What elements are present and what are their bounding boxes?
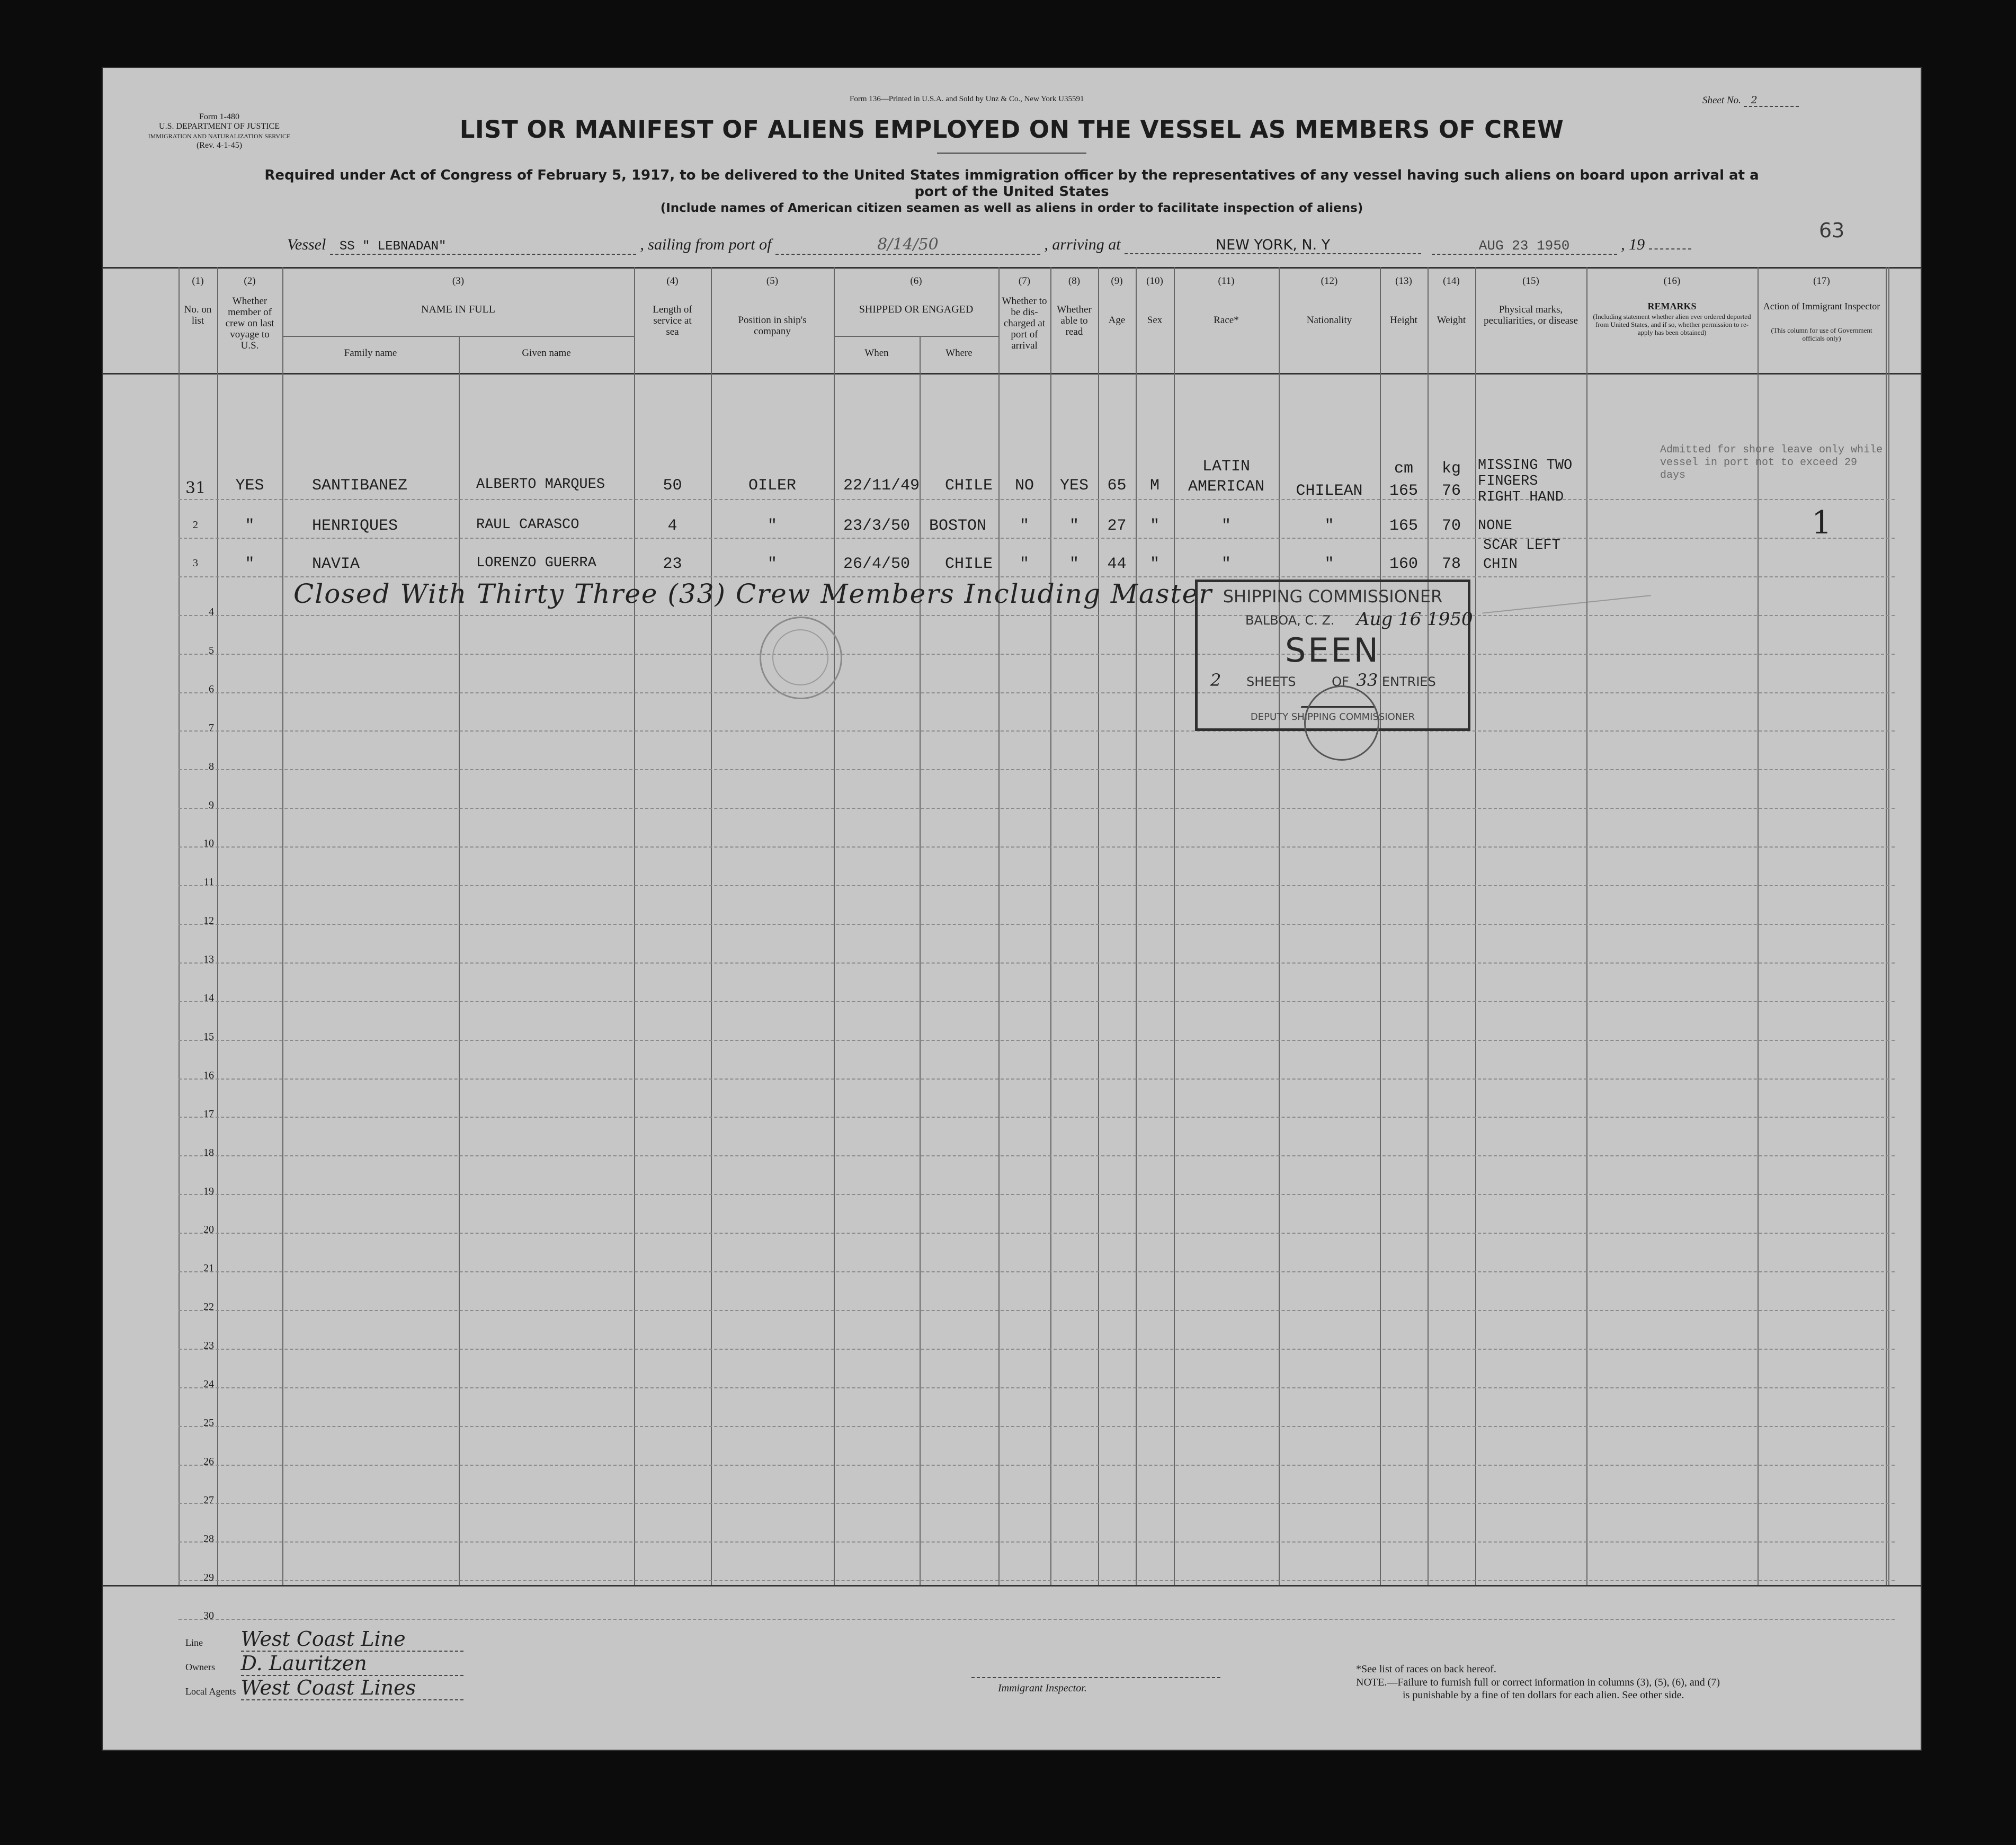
cell-nationality: " <box>1324 517 1334 535</box>
cell-position: OILER <box>748 477 796 495</box>
column-header-age: Age <box>1108 315 1126 326</box>
column-header-read: Whether able to read <box>1057 304 1092 337</box>
row-line <box>179 1503 1895 1504</box>
cell-weight: 78 <box>1441 555 1461 573</box>
penalty-note <box>1356 1676 1720 1701</box>
inspector-note: (This column for use of Government officials only) <box>1771 326 1872 342</box>
subtitle-line: Required under Act of Congress of February 5, 1917, to be delivered to the United States immigration officer by the representatives of any vessel having such aliens on board upon arrival at a <box>264 167 1759 183</box>
column-header-height: Height <box>1390 315 1417 326</box>
cell-position: " <box>767 517 777 535</box>
row-number: 7 <box>209 721 214 734</box>
row-line <box>179 769 1895 770</box>
row-line <box>179 1079 1895 1080</box>
column-number: (12) <box>1321 275 1338 287</box>
revision-date: (Rev. 4-1-45) <box>196 141 243 150</box>
remarks-admission-stamp: Admitted for shore leave only while vessel in port not to exceed 29 days <box>1660 444 1883 482</box>
cell-service: 23 <box>663 555 682 573</box>
row-line <box>179 1271 1895 1272</box>
cell-given-name: ALBERTO MARQUES <box>476 477 605 493</box>
cell-nationality: " <box>1324 555 1334 573</box>
row-number: 31 <box>185 479 206 497</box>
stamp-footer: DEPUTY SHIPPING COMMISSIONER <box>1250 711 1415 723</box>
row-line <box>179 885 1895 886</box>
row-number: 20 <box>203 1224 214 1236</box>
year-label: , 19 <box>1621 236 1645 253</box>
cell-read: " <box>1069 555 1079 573</box>
cell-family-name: HENRIQUES <box>312 517 398 535</box>
column-header-position: Position in ship's company <box>738 315 807 337</box>
line-value: West Coast Line <box>241 1627 463 1652</box>
cell-age: 65 <box>1107 477 1127 495</box>
column-header-last-voyage: Whether member of crew on last voyage to U.S. <box>225 296 274 351</box>
cell-when: 23/3/50 <box>843 517 911 535</box>
stamp-title: SHIPPING COMMISSIONER <box>1223 586 1443 607</box>
row-line <box>179 654 1895 655</box>
cell-physical-marks: NONE <box>1478 518 1512 534</box>
column-header-race: Race* <box>1214 315 1239 326</box>
subtitle-line: port of the United States <box>914 184 1109 200</box>
row-line <box>179 1426 1895 1427</box>
column-header-sex: Sex <box>1147 315 1163 326</box>
races-note: *See list of races on back hereof. <box>1356 1663 1496 1675</box>
column-header-service: Length of service at sea <box>653 304 692 337</box>
row-number: 29 <box>203 1571 214 1583</box>
column-header-inspector-action: Action of Immigrant Inspector <box>1763 301 1880 311</box>
row-number: 19 <box>203 1185 214 1197</box>
row-number: 5 <box>209 644 214 656</box>
port-seal-stamp-inner <box>772 629 828 685</box>
shipped-subheader-line <box>834 336 998 337</box>
service-name: IMMIGRATION AND NATURALIZATION SERVICE <box>148 132 291 140</box>
column-header-remarks: REMARKS <box>1647 301 1697 311</box>
cell-last-voyage: " <box>245 517 255 535</box>
crew-manifest-table <box>103 267 1921 1622</box>
stamp-count-line <box>1210 670 1436 690</box>
row-number: 25 <box>203 1416 214 1429</box>
row-number: 18 <box>203 1146 214 1158</box>
row-number: 13 <box>203 953 214 966</box>
row-number: 15 <box>203 1030 214 1042</box>
column-number: (14) <box>1443 275 1460 287</box>
column-number: (16) <box>1663 275 1681 287</box>
row-line <box>179 499 1895 500</box>
stamp-place: BALBOA, C. Z. <box>1245 613 1335 628</box>
cell-height: 160 <box>1389 555 1418 573</box>
cell-where: CHILE <box>945 477 993 495</box>
owners-label: Owners <box>185 1662 215 1672</box>
stamp-entries-label: ENTRIES <box>1381 674 1436 689</box>
cell-height: 165 <box>1389 482 1418 500</box>
sailing-label: , sailing from port of <box>640 236 772 253</box>
page-title: LIST OR MANIFEST OF ALIENS EMPLOYED ON THE VESSEL AS MEMBERS OF CREW <box>459 115 1564 144</box>
row-number: 24 <box>203 1378 214 1390</box>
agents-value: West Coast Lines <box>241 1676 463 1700</box>
cell-height: 165 <box>1389 517 1418 535</box>
vessel-name: SS " LEBNADAN" <box>330 239 636 255</box>
cell-nationality: CHILEAN <box>1296 482 1363 500</box>
penalty-note-line: NOTE.—Failure to furnish full or correct information in columns (3), (5), (6), and (7) <box>1356 1677 1720 1688</box>
inspector-signature-line <box>971 1677 1220 1678</box>
year-blank <box>1649 248 1691 249</box>
cell-where: BOSTON <box>929 517 987 535</box>
row-number: 12 <box>203 915 214 927</box>
column-header-no: No. on list <box>184 304 212 326</box>
vessel-line <box>287 235 1823 255</box>
table-header-separator <box>103 373 1921 375</box>
column-number: (8) <box>1068 275 1081 287</box>
cell-discharged: NO <box>1014 477 1034 495</box>
sheet-number <box>1702 94 1799 107</box>
column-number: (15) <box>1522 275 1539 287</box>
vessel-label: Vessel <box>287 236 326 253</box>
column-header-weight: Weight <box>1437 315 1466 326</box>
row-line <box>179 1001 1895 1002</box>
row-number: 23 <box>203 1340 214 1352</box>
row-line <box>179 1233 1895 1234</box>
cell-last-voyage: YES <box>235 477 264 495</box>
cell-given-name: LORENZO GUERRA <box>476 555 596 571</box>
footer-agents-field <box>185 1676 463 1700</box>
column-header-physical-marks: Physical marks, peculiarities, or disease <box>1484 304 1578 326</box>
cell-age: 27 <box>1107 517 1127 535</box>
column-header-discharged: Whether to be dis-charged at port of arrival <box>1002 296 1047 351</box>
column-header-when: When <box>864 347 889 359</box>
cell-age: 44 <box>1107 555 1127 573</box>
name-subheader-line <box>282 336 634 337</box>
cell-discharged: " <box>1019 517 1029 535</box>
inspector-signature-label: Immigrant Inspector. <box>998 1682 1087 1694</box>
arriving-label: , arriving at <box>1044 236 1121 253</box>
remarks-note: (Including statement whether alien ever ordered deported from United States, and if so, whether permission to re-apply has been obtained) <box>1593 313 1751 336</box>
agents-label: Local Agents <box>185 1686 236 1697</box>
arriving-port: NEW YORK, N. Y <box>1125 237 1421 254</box>
arrival-date: AUG 23 1950 <box>1432 238 1617 255</box>
row-number: 6 <box>209 683 214 695</box>
row-number: 3 <box>193 557 198 569</box>
row-line <box>179 692 1895 693</box>
row-number: 4 <box>209 606 214 618</box>
cell-weight: 76 <box>1441 482 1461 500</box>
cell-when: 22/11/49 <box>843 477 920 495</box>
row-line <box>179 1541 1895 1543</box>
row-number: 26 <box>203 1455 214 1467</box>
cell-race: " <box>1221 555 1231 573</box>
column-number: (3) <box>452 275 465 287</box>
row-number: 11 <box>203 876 214 888</box>
printer-line: Form 136—Printed in U.S.A. and Sold by Unz & Co., New York U35591 <box>850 95 1084 103</box>
cell-physical-marks: MISSING TWO FINGERS RIGHT HAND <box>1478 458 1573 505</box>
column-divider <box>459 336 460 1585</box>
handwritten-closing-note: Closed With Thirty Three (33) Crew Members Including Master <box>293 578 1213 609</box>
cell-sex: " <box>1149 555 1159 573</box>
row-line <box>179 615 1895 616</box>
row-number: 21 <box>203 1262 214 1274</box>
column-number: (13) <box>1395 275 1412 287</box>
row-number: 2 <box>193 519 198 531</box>
cell-race: " <box>1221 517 1231 535</box>
stamp-seen: SEEN <box>1284 631 1381 670</box>
department-name: U.S. DEPARTMENT OF JUSTICE <box>159 122 280 131</box>
weight-unit: kg <box>1441 460 1461 478</box>
cell-sex: M <box>1149 477 1159 495</box>
stamp-sheets-label: SHEETS <box>1246 674 1296 689</box>
column-number: (6) <box>910 275 922 287</box>
row-line <box>179 1387 1895 1388</box>
cell-position: " <box>767 555 777 573</box>
owners-value: D. Lauritzen <box>241 1652 463 1676</box>
column-number: (17) <box>1813 275 1830 287</box>
column-header-where: Where <box>945 347 973 359</box>
row-line <box>179 962 1895 964</box>
row-line <box>179 808 1895 809</box>
stamp-sheets-count: 2 <box>1210 670 1221 690</box>
manifest-sheet <box>102 67 1922 1751</box>
inspector-mark: 1 <box>1812 504 1832 541</box>
column-number: (10) <box>1146 275 1163 287</box>
row-line <box>179 1117 1895 1118</box>
cell-race: LATIN AMERICAN <box>1188 458 1265 496</box>
cell-service: 4 <box>667 517 677 535</box>
cell-discharged: " <box>1019 555 1029 573</box>
row-line <box>179 846 1895 848</box>
height-unit: cm <box>1394 460 1413 478</box>
column-number: (7) <box>1018 275 1031 287</box>
table-top-border <box>103 267 1921 269</box>
form-number: Form 1-480 <box>199 112 239 121</box>
title-underline <box>937 153 1086 154</box>
row-number: 9 <box>209 799 214 811</box>
row-line <box>179 1310 1895 1311</box>
cell-read: " <box>1069 517 1079 535</box>
sheet-value: 2 <box>1744 94 1799 107</box>
stamp-date: Aug 16 1950 <box>1357 609 1473 630</box>
footer-line-field <box>185 1627 463 1652</box>
row-number: 10 <box>203 837 214 850</box>
row-line <box>179 924 1895 925</box>
row-number: 16 <box>203 1069 214 1081</box>
sailing-date: 8/14/50 <box>775 235 1040 255</box>
line-label: Line <box>185 1637 203 1648</box>
cell-family-name: SANTIBANEZ <box>312 477 408 495</box>
column-header-nationality: Nationality <box>1306 315 1352 326</box>
row-number: 30 <box>203 1610 214 1622</box>
row-line <box>179 1580 1895 1581</box>
subtitle <box>103 167 1921 217</box>
row-line <box>179 1619 1895 1620</box>
column-number: (11) <box>1218 275 1235 287</box>
table-bottom-border <box>103 1585 1921 1586</box>
row-line <box>179 730 1895 732</box>
row-line <box>179 1040 1895 1041</box>
column-number: (1) <box>192 275 204 287</box>
cell-physical-marks: SCAR LEFT CHIN <box>1483 538 1560 573</box>
page-number: 63 <box>1819 219 1845 242</box>
column-divider <box>920 336 921 1585</box>
column-number: (5) <box>766 275 779 287</box>
column-header-name: NAME IN FULL <box>421 304 495 315</box>
cell-service: 50 <box>663 477 682 495</box>
cell-given-name: RAUL CARASCO <box>476 517 579 533</box>
cell-sex: " <box>1149 517 1159 535</box>
cell-last-voyage: " <box>245 555 255 573</box>
sheet-label: Sheet No. <box>1702 95 1741 106</box>
cell-where: CHILE <box>945 555 993 573</box>
stamp-entries-count: 33 <box>1356 670 1378 690</box>
row-number: 8 <box>209 760 214 772</box>
cell-family-name: NAVIA <box>312 555 360 573</box>
row-number: 17 <box>203 1108 214 1120</box>
column-number: (4) <box>666 275 679 287</box>
column-header-given: Given name <box>522 347 571 359</box>
row-line <box>179 1349 1895 1350</box>
penalty-note-line: is punishable by a fine of ten dollars for each alien. See other side. <box>1403 1689 1684 1701</box>
footer-owners-field <box>185 1652 463 1676</box>
row-number: 22 <box>203 1301 214 1313</box>
column-number: (2) <box>244 275 256 287</box>
cell-when: 26/4/50 <box>843 555 911 573</box>
stamp-of-label: OF <box>1332 674 1349 689</box>
row-line <box>179 1465 1895 1466</box>
column-header-shipped: SHIPPED OR ENGAGED <box>859 304 974 315</box>
column-header-family: Family name <box>344 347 397 359</box>
row-number: 14 <box>203 992 214 1004</box>
row-line <box>179 538 1895 539</box>
subtitle-note: (Include names of American citizen seamen as well as aliens in order to facilitate inspection of aliens) <box>660 201 1363 215</box>
row-number: 28 <box>203 1532 214 1545</box>
cell-read: YES <box>1059 477 1089 495</box>
column-number: (9) <box>1111 275 1123 287</box>
cell-weight: 70 <box>1441 517 1461 535</box>
row-line <box>179 1155 1895 1156</box>
row-number: 27 <box>203 1494 214 1506</box>
commissioner-round-stamp <box>1304 685 1379 761</box>
row-line <box>179 1194 1895 1195</box>
